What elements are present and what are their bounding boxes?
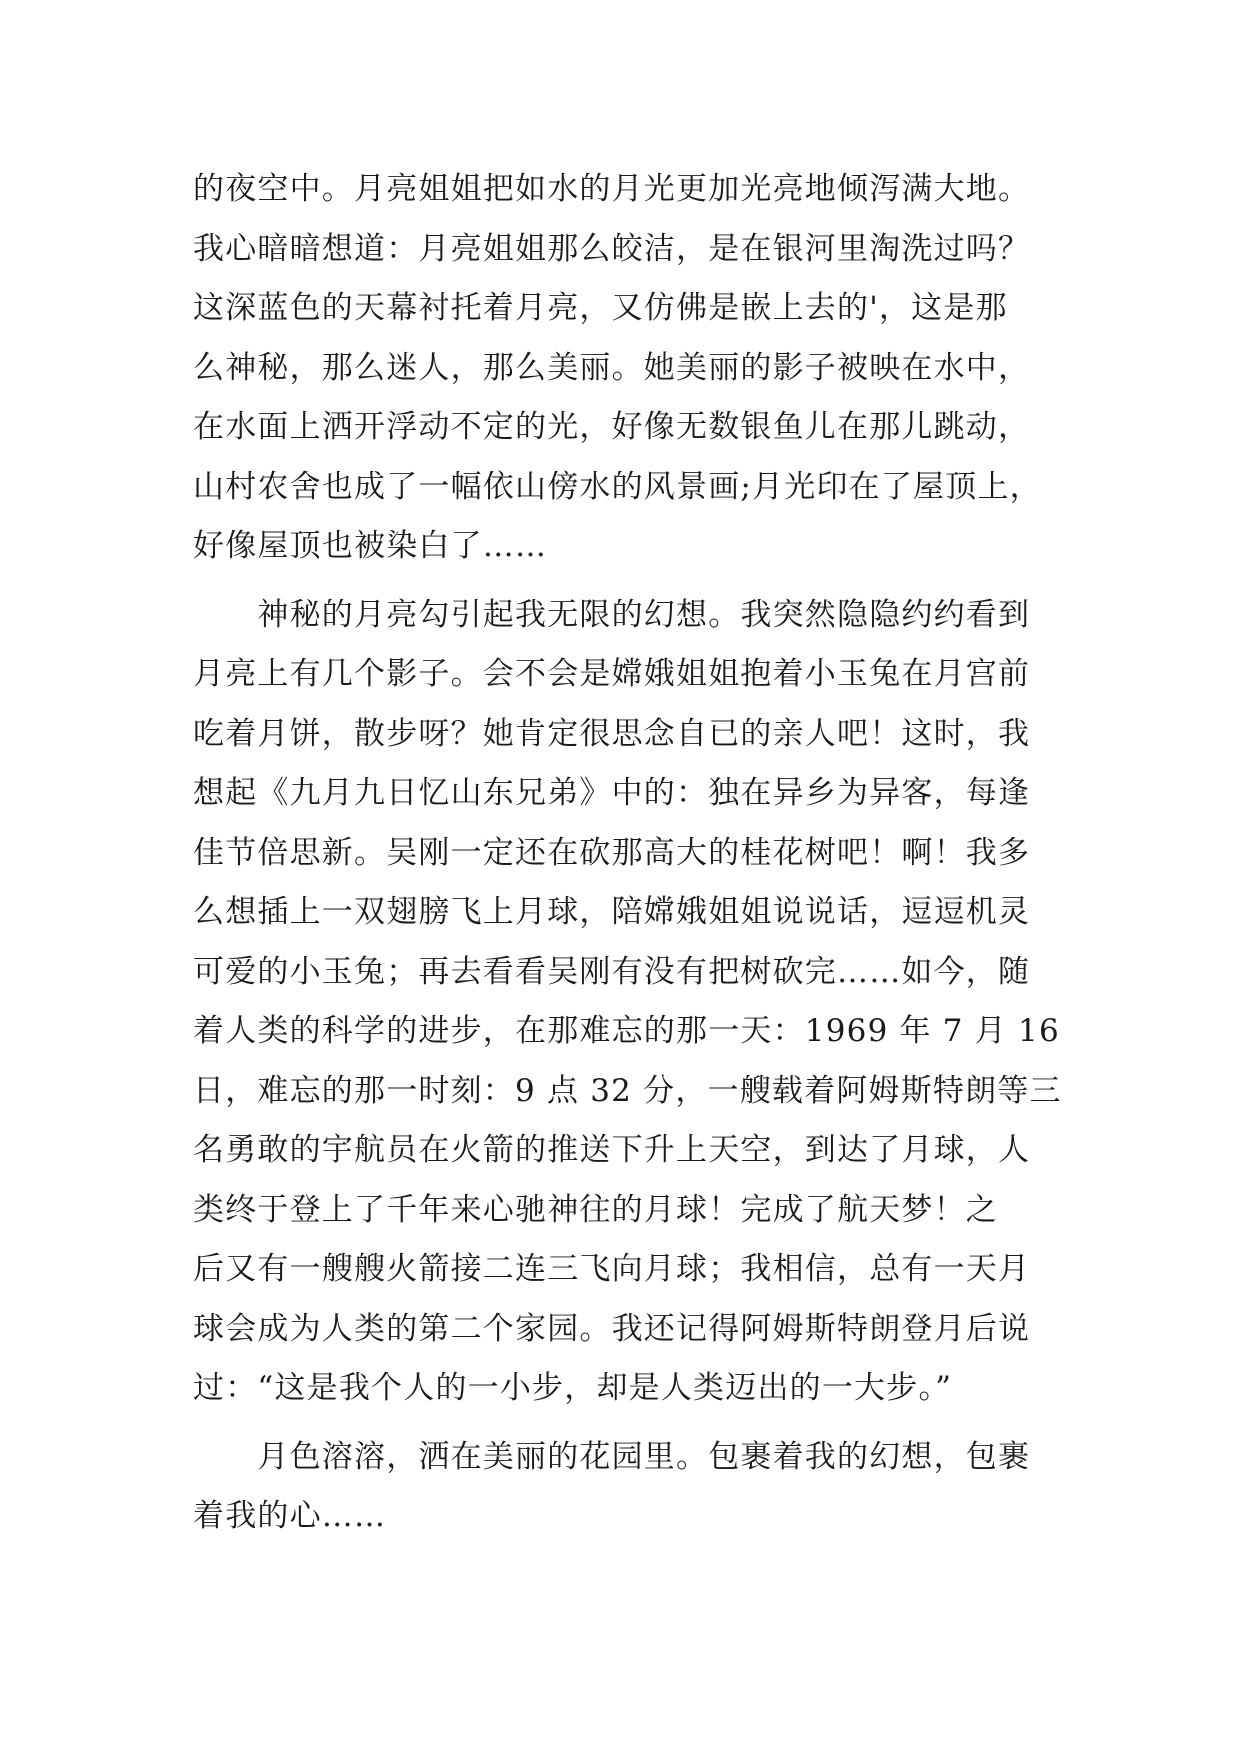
text-line: 好像屋顶也被染白了…… <box>193 528 548 564</box>
text-line: 的夜空中。月亮姐姐把如水的月光更加光亮地倾泻满大地。 <box>193 171 1031 207</box>
text-line: 佳节倍思新。吴刚一定还在砍那高大的桂花树吧！啊！我多 <box>193 834 1031 871</box>
paragraph-1 <box>193 160 1053 577</box>
text-line: 神秘的月亮勾引起我无限的幻想。我突然隐隐约约看到 <box>193 596 1031 633</box>
text-line: 山村农舍也成了一幅依山傍水的风景画;月光印在了屋顶上， <box>193 468 1042 505</box>
text-line: 球会成为人类的第二个家园。我还记得阿姆斯特朗登月后说 <box>193 1310 1031 1347</box>
document-body <box>193 160 1062 1547</box>
paragraph-spacer <box>193 1419 1053 1428</box>
text-line: 想起《九月九日忆山东兄弟》中的：独在异乡为异客，每逢 <box>193 775 1031 811</box>
text-line: 着我的心…… <box>193 1498 387 1534</box>
text-line: 月色溶溶，洒在美丽的花园里。包裹着我的幻想，包裹 <box>193 1438 1031 1475</box>
paragraph-3 <box>193 1428 1053 1547</box>
text-line: 这深蓝色的天幕衬托着月亮，又仿佛是嵌上去的'，这是那 <box>193 290 1008 326</box>
text-line: 类终于登上了千年来心驰神往的月球！完成了航天梦！之 <box>193 1191 998 1228</box>
paragraph-2 <box>193 586 1062 1419</box>
text-line: 名勇敢的宇航员在火箭的推送下升上天空，到达了月球，人 <box>193 1132 1031 1168</box>
text-line: 吃着月饼，散步呀？她肯定很思念自已的亲人吧！这时，我 <box>193 715 1031 752</box>
text-line: 月亮上有几个影子。会不会是嫦娥姐姐抱着小玉兔在月宫前 <box>193 656 1031 692</box>
text-line: 过：“这是我个人的一小步，却是人类迈出的一大步。” <box>193 1370 953 1406</box>
text-line: 在水面上洒开浮动不定的光，好像无数银鱼儿在那儿跳动， <box>193 409 1031 445</box>
paragraph-spacer <box>193 577 1053 586</box>
text-line: 可爱的小玉兔；再去看看吴刚有没有把树砍完……如今，随 <box>193 953 1031 990</box>
text-line: 么神秘，那么迷人，那么美丽。她美丽的影子被映在水中， <box>193 349 1031 386</box>
text-line: 着人类的科学的进步，在那难忘的那一天：1969 年 7 月 16 <box>193 1013 1060 1049</box>
text-line: 我心暗暗想道：月亮姐姐那么皎洁，是在银河里淘洗过吗？ <box>193 230 1031 267</box>
text-line: 后又有一艘艘火箭接二连三飞向月球；我相信，总有一天月 <box>193 1251 1031 1287</box>
text-line: 么想插上一双翅膀飞上月球，陪嫦娥姐姐说说话，逗逗机灵 <box>193 894 1031 930</box>
text-line: 日，难忘的那一时刻：9 点 32 分，一艘载着阿姆斯特朗等三 <box>193 1072 1062 1109</box>
